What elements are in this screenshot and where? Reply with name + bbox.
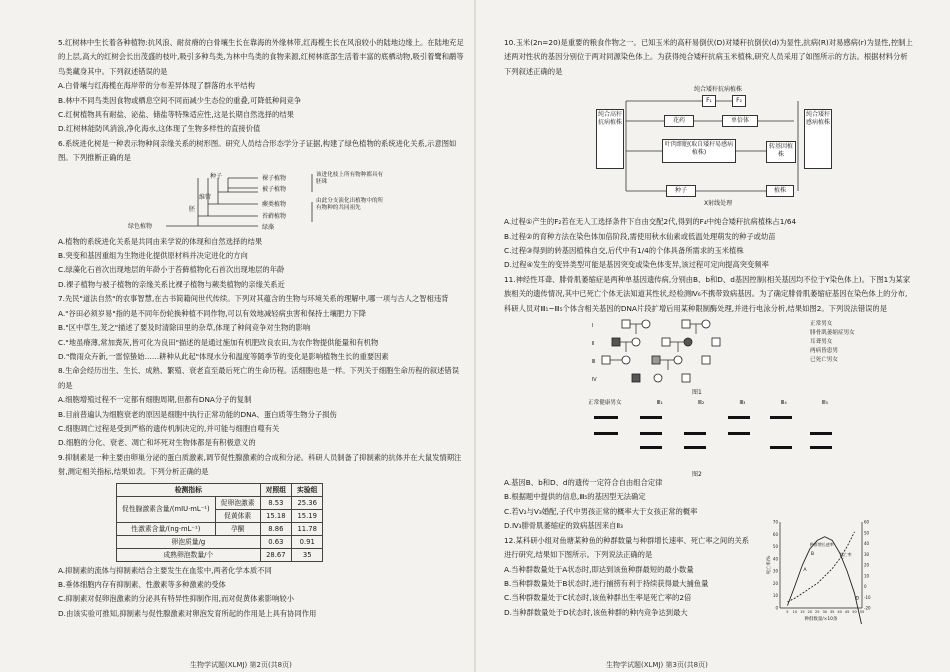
table-cell: 促性腺激素含量/(mIU·mL⁻¹) [117, 496, 216, 522]
box-short-susceptible: 纯合矮秆感病植株 [804, 109, 832, 169]
box-f2: F₂ [732, 95, 746, 107]
table-cell: 孕酮 [215, 522, 260, 535]
box-leaf-cell: 叶肉细胞(取自矮秆易感病植株) [662, 139, 736, 163]
table-cell: 0.63 [260, 535, 291, 548]
option-c: C.过程③得到的转基因植株自交,后代中有1/4的个体具备所需求的玉米植株 [504, 246, 744, 256]
x-tick-label: 45 [844, 610, 850, 614]
option-a: A.基因B、b和D、d的遗传一定符合自由组合定律 [504, 478, 663, 488]
table-cell: 15.18 [260, 509, 291, 522]
legend-cmt: 腓骨肌萎缩症男女 [810, 330, 855, 337]
hormone-table [116, 483, 323, 562]
tree-label-root: 绿色植物 [128, 222, 153, 230]
option-d: D.裸子植物与被子植物的亲缘关系比裸子植物与蕨类植物的亲缘关系近 [58, 279, 285, 289]
option-b: B.过程②的育种方法在染色体加倍阶段,需使用秋水仙素或低温处理萌发的种子或幼苗 [504, 231, 776, 241]
y-right-tick-label: 50 [864, 530, 870, 536]
table-cell: 35 [292, 548, 323, 561]
left-column [58, 36, 466, 621]
y-tick-label: 50 [772, 544, 778, 550]
series-label-0: 种群增长速率 [809, 542, 834, 548]
gel-lane-iii5: Ⅲ₅ [821, 400, 828, 407]
gel-lane-iii4: Ⅲ₄ [780, 400, 787, 407]
pedigree-figure [504, 316, 914, 397]
pedigree-legend [810, 320, 855, 365]
option-a: A."谷田必须岁易"指的是不同年份轮换种植不同作物,可以有效地减轻病虫害和保持土壤肥力下降 [58, 308, 367, 318]
option-c: C.绿藻化石首次出现地层的年龄小于苔藓植物化石首次出现地层的年龄 [58, 265, 285, 275]
table-header: 检测指标 [117, 483, 261, 496]
y-tick-label: 40 [772, 556, 778, 562]
y-tick-label: 20 [772, 580, 778, 586]
point-label: A [803, 568, 807, 573]
gel-bands [588, 406, 838, 472]
tree-leaf-fern: 蕨类植物 [262, 200, 287, 208]
y-tick-label: 30 [772, 568, 778, 574]
option-b: B."区中草生,茇之"描述了要及时清除田里的杂草,体现了种间竞争对生物的影响 [58, 323, 311, 333]
question-11 [504, 273, 914, 534]
option-c: C.当种群数量处于C状态时,该鱼种群出生率是死亡率的2倍 [504, 593, 692, 603]
option-a: A.抑制素的流体与抑制素结合主要发生在血浆中,两者化学本质不同 [58, 565, 272, 575]
tree-label-vascular: 维管 [199, 193, 212, 201]
option-d: D.Ⅳ₃腓骨肌萎缩症的致病基因来自Ⅱ₃ [504, 521, 623, 531]
population-chart [766, 516, 876, 624]
svg-text:Ⅰ: Ⅰ [592, 323, 594, 330]
y-axis-label: 死亡率/% [767, 555, 772, 575]
gel-lane-normal: 正常健康男女 [588, 400, 622, 407]
right-page [476, 0, 950, 672]
table-cell: 0.91 [292, 535, 323, 548]
option-a: A.细胞增殖过程不一定都有细胞周期,但都有DNA分子的复制 [58, 395, 252, 405]
table-cell: 成熟卵泡数量/个 [117, 548, 261, 561]
legend-both: 两病皆患男 [810, 348, 838, 355]
tree-leaf-gymnosperm: 裸子植物 [262, 174, 287, 182]
figure-1-label: 图1 [692, 389, 702, 397]
y-right-tick-label: 40 [864, 541, 870, 546]
box-seed: 种子 [666, 185, 696, 197]
y-right-tick-label: 20 [864, 562, 870, 568]
tree-leaf-angiosperm: 被子植物 [262, 185, 287, 193]
gel-lane-iii3: Ⅲ₃ [739, 400, 746, 407]
x-tick-label: 15 [800, 610, 805, 614]
table-cell: 性激素含量/(ng·mL⁻¹) [117, 522, 216, 535]
option-b: B.林中不同鸟类因食物或栖息空间不同而减少生态位的重叠,可降低种间竞争 [58, 95, 302, 105]
legend-normal: 正常男女 [810, 321, 833, 328]
table-cell: 11.78 [292, 522, 323, 535]
table-header: 实验组 [292, 483, 323, 496]
svg-text:Ⅳ: Ⅳ [592, 377, 597, 384]
y-tick-label: 0 [775, 605, 778, 611]
y-right-tick-label: 10 [864, 573, 870, 579]
x-tick-label: 20 [807, 610, 813, 614]
tree-label-embryo: 胚 [189, 205, 196, 213]
table-cell: 8.53 [260, 496, 291, 509]
option-a: A.植物的系统进化关系是共同由来学说的体现和自然选择的结果 [58, 236, 263, 246]
y-tick-label: 60 [772, 531, 778, 537]
question-stem: 10.玉米(2n=20)是重要的粮食作物之一。已知玉米的高秆易倒伏(D)对矮秆抗倒伏(d)为显性,抗病(R)对易感病(r)为显性,控制上述两对性状的基因分别位于两对同源染色体上。为获得纯合矮秆抗病玉米植株,研究人员采用了如图所示的方法。根据材料分析下列叙述正确的是 [504, 38, 913, 76]
page-footer: 生物学试题(XLMJ) 第2页(共8页) [190, 661, 292, 669]
option-b: B.根据题中提供的信息,Ⅲ₅的基因型无法确定 [504, 492, 646, 502]
x-tick-label: 10 [792, 610, 798, 614]
box-haploid: 单倍体 [722, 115, 758, 127]
question-stem: 8.生命会经历出生、生长、成熟、繁殖、衰老直至最后死亡的生命历程。活细胞也是一样。下列关于细胞生命历程的叙述错误的是 [58, 366, 459, 390]
box-plant: 植株 [766, 185, 794, 197]
option-b: B.垂体细胞内存有抑制素、性激素等多种激素的受体 [58, 579, 226, 589]
table-cell: 15.19 [292, 509, 323, 522]
box-f1: F₁ [702, 95, 716, 107]
option-c: C."地虽瘠薄,常加粪灰,皆可化为良田"描述的是通过施加有机肥改良农田,为农作物提供能量和有机物 [58, 337, 379, 347]
tree-note-ancestor: 由此分支演化出植物中的所有物种的共同祖先 [316, 197, 384, 211]
tree-note-ovule: 该进化枝上所有物种都具有胚珠 [316, 171, 384, 185]
option-c: C.若Ⅴ₂与Ⅴ₃婚配,子代中男孩正常的概率大于女孩正常的概率 [504, 506, 698, 516]
option-d: D.细胞的分化、衰老、凋亡和坏死对生物体都是有积极意义的 [58, 438, 256, 448]
x-tick-label: 25 [814, 610, 820, 614]
series-label-1: 死亡率 [839, 551, 852, 557]
option-d: D."微雨众卉新,一雷惊蛰始……耕种从此起"体现水分和温度等随季节的变化是影响植物生长的重要因素 [58, 351, 389, 361]
option-a: A.过程①产生的F₂若在无人工选择条件下自由交配2代,得到的F₄中纯合矮秆抗病植株占1/64 [504, 217, 797, 227]
x-axis-label: 种群数量/×10条 [804, 617, 838, 622]
table-row [117, 548, 323, 561]
option-d: D.过程④发生的变异类型可能是基因突变或染色体变异,该过程可定向提高突变频率 [504, 260, 769, 270]
svg-text:Ⅲ: Ⅲ [592, 359, 596, 366]
box-anther: 花药 [664, 115, 694, 127]
point-label: D [855, 596, 860, 602]
question-stem: 9.抑制素是一种主要由卵巢分泌的蛋白质激素,调节促性腺激素的合成和分泌。科研人员制备了抑制素的抗体并在大鼠发情期注射,测定相关指标,结果如表。下列分析正确的是 [58, 452, 462, 477]
y-right-tick-label: 0 [864, 584, 867, 589]
question-stem: 6.系统进化树是一种表示物种间亲缘关系的树形图。研究人员结合形态学分子证据,构建了绿色植物的系统进化关系,示意图如图。下列推断正确的是 [58, 138, 457, 163]
option-d: D.由该实验可推知,抑制素与促性腺激素对卵泡发育所起的作用是上具有协同作用 [58, 608, 317, 618]
box-tall-resistant: 纯合高秆抗病植株 [596, 109, 624, 169]
question-9 [58, 451, 466, 621]
question-stem: 12.某科研小组对鱼塘某种鱼的种群数量与种群增长速率、死亡率之间的关系进行研究,结果如下图所示。下列说法正确的是 [504, 535, 750, 560]
question-10 [504, 36, 914, 273]
table-cell: 促卵泡激素 [215, 496, 260, 509]
table-row [117, 522, 323, 535]
electrophoresis-figure [504, 394, 914, 479]
table-header-row [117, 483, 323, 496]
y-right-tick-label: 30 [864, 551, 870, 557]
legend-deaf: 耳聋男女 [810, 339, 833, 346]
y-tick-label: 10 [772, 593, 778, 599]
question-5 [58, 36, 466, 137]
page-footer: 生物学试题(XLMJ) 第3页(共8页) [606, 661, 708, 669]
y-right-tick-label: -10 [864, 594, 871, 600]
x-tick-label: 55 [859, 610, 865, 614]
question-6 [58, 137, 466, 292]
breeding-flowchart [504, 81, 914, 209]
table-header: 对照组 [260, 483, 291, 496]
y-right-tick-label: -20 [864, 605, 871, 611]
option-c: C.抑制素对促卵泡激素的分泌具有特异性抑制作用,而对促黄体素影响较小 [58, 594, 294, 604]
tree-leaf-green-algae: 绿藻 [262, 223, 275, 231]
tree-leaf-moss: 苔藓植物 [262, 212, 287, 220]
option-a: A.白骨壤与红海榄在海岸带的分布差异体现了群落的水平结构 [58, 81, 255, 91]
table-cell: 28.67 [260, 548, 291, 561]
option-b: B.突变和基因重组为生物进化提供原材料并决定进化的方向 [58, 251, 248, 261]
pedigree-chart [592, 316, 802, 394]
table-cell: 25.36 [292, 496, 323, 509]
legend-deceased: 已死亡男女 [810, 357, 838, 364]
option-d: D.红树林能防风消浪,净化海水,这体现了生物多样性的直接价值 [58, 124, 261, 134]
x-tick-label: 50 [852, 610, 857, 614]
x-tick-label: 5 [786, 610, 789, 614]
option-b: B.目前普遍认为细胞衰老的原因是细胞中执行正常功能的DNA、蛋白质等生物分子损伤 [58, 409, 337, 419]
question-7 [58, 292, 466, 364]
label-target: 纯合矮秆抗病植株 [694, 86, 743, 94]
question-12 [504, 534, 754, 620]
gel-lane-iii1: Ⅲ₁ [656, 400, 663, 407]
question-stem: 5.红树林中生长着各种植物:抗风浪、耐贫瘠的白骨壤生长在靠海的外缘林带,红海榄生长在风浪较小的陆地边缘上。在陆地充足的上层,高大的红树会长出茂盛的枝叶,吸引多种鸟类,为林中鸟类的食物来源,红树林底部生活着丰富的底栖动物,吸引着鹭和鹬等鸟类藏身其中。下列叙述错误的是 [58, 38, 464, 76]
x-tick-label: 35 [829, 610, 835, 614]
table-row [117, 535, 323, 548]
option-b: B.当种群数量处于B状态时,进行捕捞有利于持续获得最大捕鱼量 [504, 578, 709, 588]
question-stem: 7.先民"道法自然"的农事智慧,在古书简籍间世代传续。下列对其蕴含的生物与环境关系的理解中,哪一项与古人之智相违背 [58, 294, 449, 304]
option-c: C.红树植物具有耐盐、泌盐、储盐等特殊适应性,这是长期自然选择的结果 [58, 110, 294, 120]
table-cell: 促黄体素 [215, 509, 260, 522]
tree-label-seed: 种子 [210, 172, 223, 180]
x-tick-label: 40 [837, 610, 842, 614]
box-transgenic: 转基因植株 [766, 141, 796, 163]
left-page [0, 0, 474, 672]
point-label: B [810, 552, 814, 558]
question-stem: 11.神经性耳聋、腓骨肌萎缩症是两种单基因遗传病,分别由B、b和D、d基因控制(相关基因均不位于Y染色体上)。下图1为某家族相关的遗传情况,其中已死亡个体无法知道其性状,经检测Ⅳ₆不携带致病基因。为了确定腓骨肌萎缩症基因在染色体上的分布,科研人员对Ⅲ₁~Ⅲ₅个体含相关基因的DNA片段扩增后用某种限制酶处理,并进行电泳分析,结果如图2。下列说法错误的是 [504, 274, 911, 313]
gel-lane-iii2: Ⅲ₂ [698, 400, 705, 407]
option-d: D.当种群数量处于D状态时,该鱼种群的种内竞争达到最大 [504, 607, 688, 617]
table-cell: 8.86 [260, 522, 291, 535]
figure-2-label: 图2 [692, 471, 702, 479]
label-xray: X射线处理 [704, 200, 733, 208]
option-c: C.细胞凋亡过程是受到严格的遗传机制决定的,并可能与细胞自噬有关 [58, 423, 280, 433]
svg-text:Ⅱ: Ⅱ [592, 341, 595, 348]
y-tick-label: 70 [772, 519, 778, 525]
x-tick-label: 30 [822, 610, 828, 614]
point-label: C [840, 555, 844, 561]
question-8 [58, 364, 466, 450]
table-row [117, 496, 323, 509]
y-right-tick-label: 60 [864, 519, 870, 525]
table-cell: 卵泡质量/g [117, 535, 261, 548]
option-a: A.当种群数量处于A状态时,即达到该鱼种群最短的最小数量 [504, 564, 694, 574]
phylogenetic-tree [58, 168, 466, 232]
